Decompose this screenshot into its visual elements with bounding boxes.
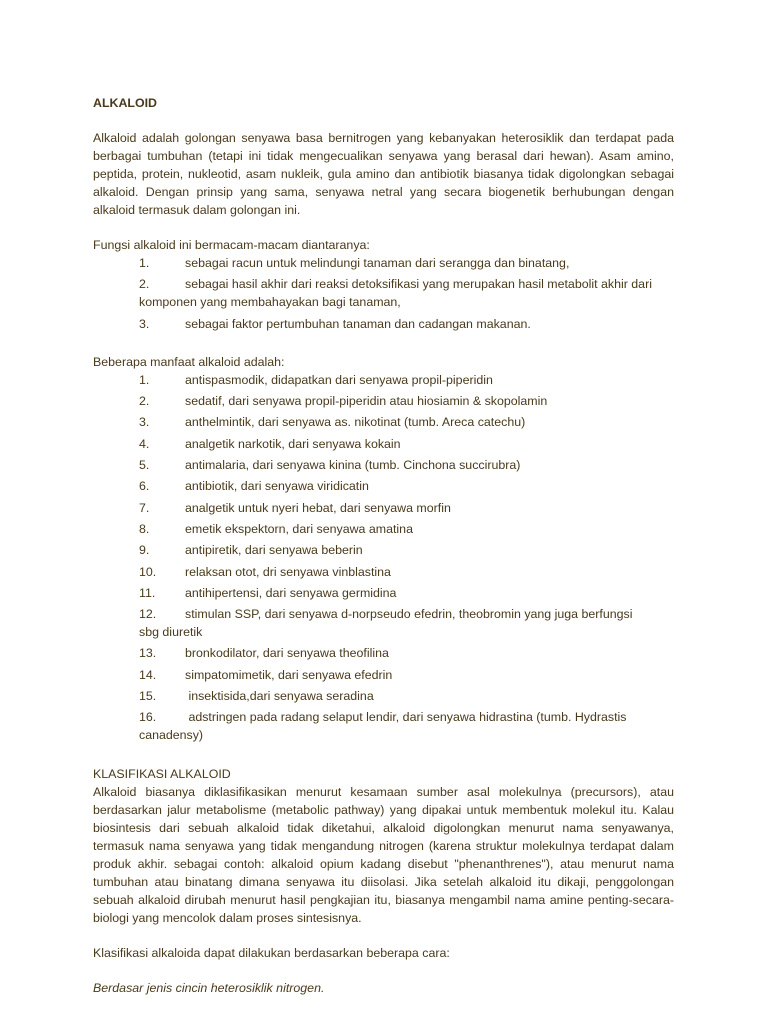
list-item-text: emetik ekspektorn, dari senyawa amatina — [185, 521, 413, 536]
list-item-number: 2. — [139, 277, 150, 292]
list-item-number: 8. — [139, 521, 150, 536]
list-item-number: 12. — [139, 607, 157, 622]
list-item-number: 14. — [139, 667, 157, 682]
klasifikasi-heading: KLASIFIKASI ALKALOID — [93, 766, 231, 781]
list-item-text: analgetik narkotik, dari senyawa kokain — [185, 436, 401, 451]
list-item-text: sebagai racun untuk melindungi tanaman dari serangga dan binatang, — [185, 256, 570, 270]
list-item-number: 3. — [139, 316, 150, 331]
list-item — [93, 708, 674, 744]
list-item — [93, 644, 674, 662]
list-item-text: analgetik untuk nyeri hebat, dari senyawa morfin — [185, 500, 451, 515]
list-item — [93, 520, 674, 538]
list-item-text: sedatif, dari senyawa propil-piperidin atau hiosiamin & skopolamin — [185, 394, 548, 409]
list-item-number: 10. — [139, 564, 157, 579]
list-item-number: 3. — [139, 415, 150, 430]
list-item-number: 2. — [139, 394, 150, 409]
list-item-text: bronkodilator, dari senyawa theofilina — [185, 646, 389, 661]
list-item-number: 1. — [139, 372, 150, 387]
list-item-continuation: komponen yang membahayakan bagi tanaman, — [139, 295, 401, 310]
list-item-text: insektisida,dari senyawa seradina — [185, 689, 374, 704]
list-item — [93, 275, 674, 311]
list-item — [93, 413, 674, 431]
document-title: ALKALOID — [93, 96, 158, 110]
cara-paragraph: Klasifikasi alkaloida dapat dilakukan berdasarkan beberapa cara: — [93, 945, 450, 960]
manfaat-list — [93, 371, 674, 744]
list-item-text: relaksan otot, dri senyawa vinblastina — [185, 564, 391, 579]
list-item-text: antispasmodik, didapatkan dari senyawa propil-piperidin — [185, 372, 493, 387]
list-item — [93, 666, 674, 684]
list-item — [93, 315, 674, 333]
list-item — [93, 563, 674, 581]
subheading-heterosiklik: Berdasar jenis cincin heterosiklik nitrogen. — [93, 980, 325, 995]
list-item-text: adstringen pada radang selaput lendir, dari senyawa hidrastina (tumb. Hydrastis — [185, 710, 627, 725]
list-item — [93, 687, 674, 705]
list-item-text: stimulan SSP, dari senyawa d-norpseudo efedrin, theobromin yang juga berfungsi — [185, 607, 633, 622]
list-item-continuation: canadensy) — [139, 728, 204, 743]
fungsi-heading: Fungsi alkaloid ini bermacam-macam diantaranya: — [93, 238, 370, 252]
list-item-text: simpatomimetik, dari senyawa efedrin — [185, 667, 393, 682]
document-body — [93, 94, 674, 997]
list-item-text: sebagai hasil akhir dari reaksi detoksifikasi yang merupakan hasil metabolit akhir dari — [185, 277, 652, 292]
list-item-number: 11. — [139, 585, 156, 600]
list-item — [93, 499, 674, 517]
list-item — [93, 477, 674, 495]
list-item-number: 7. — [139, 500, 150, 515]
list-item — [93, 584, 674, 602]
list-item — [93, 392, 674, 410]
list-item-number: 15. — [139, 689, 157, 704]
list-item-number: 5. — [139, 458, 150, 473]
list-item-number: 6. — [139, 479, 150, 494]
list-item-number: 16. — [139, 710, 157, 725]
list-item-text: antihipertensi, dari senyawa germidina — [185, 585, 397, 600]
list-item-number: 1. — [139, 256, 150, 270]
list-item-text: sebagai faktor pertumbuhan tanaman dan cadangan makanan. — [185, 316, 531, 331]
list-item-text: antibiotik, dari senyawa viridicatin — [185, 479, 369, 494]
list-item — [93, 541, 674, 559]
fungsi-list — [93, 254, 674, 333]
list-item — [93, 254, 674, 272]
intro-paragraph: Alkaloid adalah golongan senyawa basa bernitrogen yang kebanyakan heterosiklik dan terdapat pada berbagai tumbuhan (tetapi ini tidak mengecualikan senyawa yang berasal dari hewan). Asam amino, peptida, protein, nukleotid, asam nukleik, gula amino dan antibiotik biasanya tidak digolongkan sebagai alkaloid. Dengan prinsip yang sama, senyawa netral yang secara biogenetik berhubungan dengan alkaloid termasuk dalam golongan ini. — [93, 131, 674, 217]
list-item — [93, 435, 674, 453]
list-item-text: antipiretik, dari senyawa beberin — [185, 543, 363, 558]
list-item — [93, 456, 674, 474]
list-item-number: 13. — [139, 646, 157, 661]
list-item — [93, 371, 674, 389]
list-item-number: 4. — [139, 436, 150, 451]
klasifikasi-paragraph: Alkaloid biasanya diklasifikasikan menurut kesamaan sumber asal molekulnya (precursors), atau berdasarkan jalur metabolisme (metabolic pathway) yang dipakai untuk membentuk molekul itu. Kalau biosintesis dari sebuah alkaloid tidak diketahui, alkaloid digolongkan menurut nama senyawanya, termasuk nama senyawa yang tidak mengandung nitrogen (karena struktur molekulnya terdapat dalam produk akhir. sebagai contoh: alkaloid opium kadang disebut "phenanthrenes"), atau menurut nama tumbuhan atau binatang dimana senyawa itu diisolasi. Jika setelah alkaloid itu dikaji, penggolongan sebuah alkaloid dirubah menurut hasil pengkajian itu, biasanya mengambil nama amine penting-secara-biologi yang mencolok dalam proses sintesisnya. — [93, 784, 674, 925]
list-item — [93, 605, 674, 641]
list-item-text: anthelmintik, dari senyawa as. nikotinat (tumb. Areca catechu) — [185, 415, 526, 430]
manfaat-heading: Beberapa manfaat alkaloid adalah: — [93, 354, 285, 369]
list-item-continuation: sbg diuretik — [139, 625, 203, 640]
list-item-text: antimalaria, dari senyawa kinina (tumb. Cinchona succirubra) — [185, 458, 521, 473]
list-item-number: 9. — [139, 543, 150, 558]
